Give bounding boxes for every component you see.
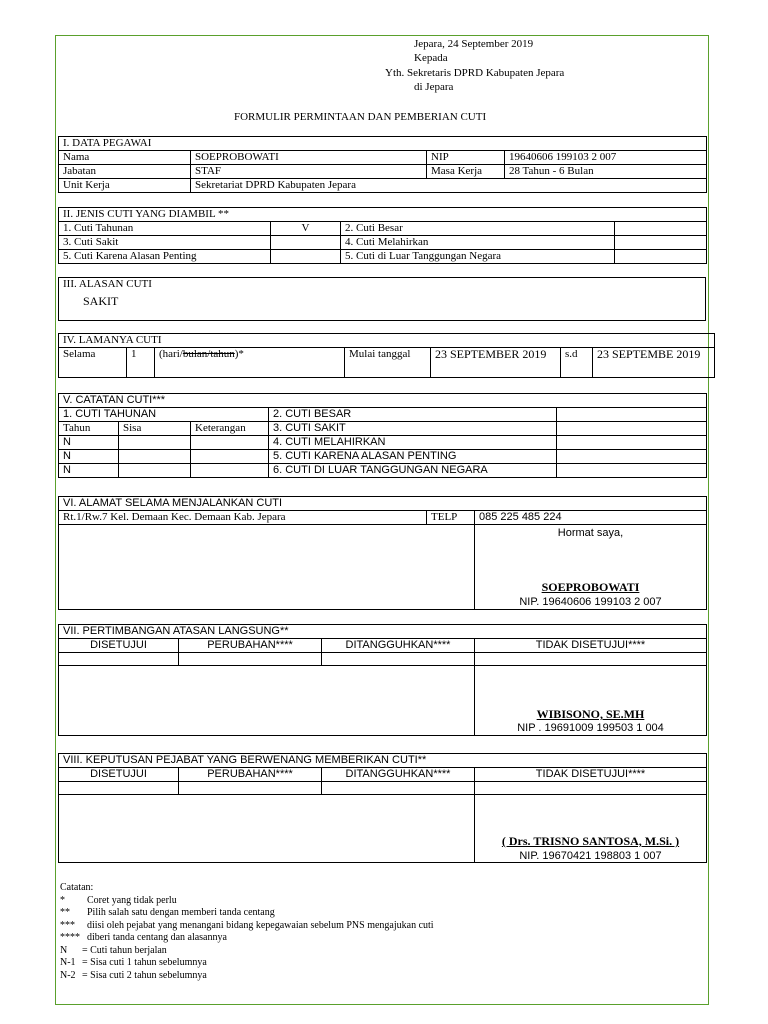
ket-row-3 [191, 464, 269, 478]
sisa-row-1 [119, 436, 191, 450]
leave-type-cuti-melahirkan: 4. Cuti Melahirkan [341, 236, 615, 250]
leave-type-check-cuti-tahunan[interactable]: V [271, 222, 341, 236]
telp-value: 085 225 485 224 [475, 511, 707, 525]
note-line: N = Cuti tahun berjalan [60, 944, 167, 956]
check-disetujui[interactable] [59, 653, 179, 666]
official-blank [59, 795, 475, 863]
unit-close: )* [234, 348, 244, 360]
duration-unit [155, 348, 345, 378]
col-tahun: Tahun [59, 422, 119, 436]
notes-block [60, 882, 434, 982]
note-line: N-1 = Sisa cuti 1 tahun sebelumnya [60, 957, 207, 968]
tahun-row-2: N [59, 450, 119, 464]
notes-title: Catatan: [60, 882, 94, 893]
leave-type-check-cuti-melahirkan[interactable] [615, 236, 707, 250]
official-nip: NIP. 19670421 198803 1 007 [519, 850, 662, 862]
catatan-cuti-alasan-penting-value [557, 450, 707, 464]
supervisor-signature-box [475, 666, 707, 736]
section-3-heading: III. ALASAN CUTI [59, 278, 706, 292]
supervisor-name: WIBISONO, SE.MH [536, 707, 645, 721]
leave-type-check-alasan-penting[interactable] [271, 250, 341, 264]
note-line: *** diisi oleh pejabat yang menangani bidang kepegawaian sebelum PNS mengajukan cuti [60, 919, 434, 931]
unit-open: (hari/ [159, 348, 183, 360]
check-ditangguhkan[interactable] [322, 653, 475, 666]
col-disetujui: DISETUJUI [59, 768, 179, 782]
jabatan-value: STAF [191, 165, 427, 179]
section-jenis-cuti [58, 207, 707, 264]
leave-type-check-luar-tanggungan[interactable] [615, 250, 707, 264]
closing-text: Hormat saya, [557, 527, 624, 539]
check-ditangguhkan[interactable] [322, 782, 475, 795]
unit-struck: bulan/tahun [182, 348, 235, 360]
col-tidak-disetujui: TIDAK DISETUJUI**** [475, 768, 707, 782]
catatan-cuti-sakit: 3. CUTI SAKIT [269, 422, 557, 436]
note-line: ** Pilih salah satu dengan memberi tanda centang [60, 907, 275, 918]
check-disetujui[interactable] [59, 782, 179, 795]
leave-type-check-cuti-sakit[interactable] [271, 236, 341, 250]
section-2-heading: II. JENIS CUTI YANG DIAMBIL ** [59, 208, 707, 222]
tahun-row-1: N [59, 436, 119, 450]
nama-label: Nama [59, 151, 191, 165]
tahun-row-3: N [59, 464, 119, 478]
col-disetujui: DISETUJUI [59, 639, 179, 653]
col-perubahan: PERUBAHAN**** [179, 639, 322, 653]
unit-value: Sekretariat DPRD Kabupaten Jepara [191, 179, 707, 193]
note-line: **** diberi tanda centang dan alasannya [60, 932, 227, 943]
section-pertimbangan-atasan [58, 624, 707, 736]
sisa-row-3 [119, 464, 191, 478]
section-8-heading: VIII. KEPUTUSAN PEJABAT YANG BERWENANG MEMBERIKAN CUTI** [59, 754, 707, 768]
catatan-cuti-luar-tanggungan: 6. CUTI DI LUAR TANGGUNGAN NEGARA [269, 464, 557, 478]
address-value: Rt.1/Rw.7 Kel. Demaan Kec. Demaan Kab. Jepara [59, 511, 427, 525]
catatan-cuti-melahirkan: 4. CUTI MELAHIRKAN [269, 436, 557, 450]
col-ditangguhkan: DITANGGUHKAN**** [322, 768, 475, 782]
applicant-nip: NIP. 19640606 199103 2 007 [519, 596, 662, 608]
to-label: Kepada [414, 52, 448, 64]
sisa-row-2 [119, 450, 191, 464]
section-alamat-cuti [58, 496, 707, 610]
leave-type-alasan-penting: 5. Cuti Karena Alasan Penting [59, 250, 271, 264]
ket-row-1 [191, 436, 269, 450]
col-sisa: Sisa [119, 422, 191, 436]
supervisor-nip: NIP . 19691009 199503 1 004 [517, 722, 664, 734]
place-date: Jepara, 24 September 2019 [414, 38, 534, 50]
nama-value: SOEPROBOWATI [191, 151, 427, 165]
note-line: * Coret yang tidak perlu [60, 894, 177, 906]
selama-label: Selama [59, 348, 127, 378]
masa-kerja-label: Masa Kerja [427, 165, 505, 179]
check-tidak-disetujui[interactable] [475, 653, 707, 666]
col-perubahan: PERUBAHAN**** [179, 768, 322, 782]
address-blank [59, 525, 475, 610]
leave-reason: SAKIT [59, 291, 706, 321]
catatan-cuti-besar-value [557, 408, 707, 422]
col-keterangan: Keterangan [191, 422, 269, 436]
section-1-heading: I. DATA PEGAWAI [59, 137, 707, 151]
nip-value: 19640606 199103 2 007 [505, 151, 707, 165]
catatan-cuti-alasan-penting: 5. CUTI KARENA ALASAN PENTING [269, 450, 557, 464]
section-lamanya-cuti [58, 333, 715, 378]
leave-type-luar-tanggungan: 5. Cuti di Luar Tanggungan Negara [341, 250, 615, 264]
nip-label: NIP [427, 151, 505, 165]
telp-label: TELP [427, 511, 475, 525]
jabatan-label: Jabatan [59, 165, 191, 179]
section-keputusan-pejabat [58, 753, 707, 863]
leave-type-cuti-tahunan: 1. Cuti Tahunan [59, 222, 271, 236]
sd-label: s.d [561, 348, 593, 378]
col-ditangguhkan: DITANGGUHKAN**** [322, 639, 475, 653]
catatan-cuti-sakit-value [557, 422, 707, 436]
form-title: FORMULIR PERMINTAAN DAN PEMBERIAN CUTI [234, 111, 487, 123]
location: di Jepara [414, 81, 454, 93]
applicant-name: SOEPROBOWATI [541, 580, 640, 594]
check-tidak-disetujui[interactable] [475, 782, 707, 795]
masa-kerja-value: 28 Tahun - 6 Bulan [505, 165, 707, 179]
section-4-heading: IV. LAMANYA CUTI [59, 334, 715, 348]
leave-type-check-cuti-besar[interactable] [615, 222, 707, 236]
official-name: ( Drs. TRISNO SANTOSA, M.Si. ) [501, 834, 680, 848]
addressee: Yth. Sekretaris DPRD Kabupaten Jepara [385, 67, 565, 79]
official-signature-box [475, 795, 707, 863]
leave-type-cuti-besar: 2. Cuti Besar [341, 222, 615, 236]
mulai-label: Mulai tanggal [345, 348, 431, 378]
start-date: 23 SEPTEMBER 2019 [431, 348, 561, 378]
check-perubahan[interactable] [179, 782, 322, 795]
section-6-heading: VI. ALAMAT SELAMA MENJALANKAN CUTI [59, 497, 707, 511]
catatan-cuti-tahunan: 1. CUTI TAHUNAN [59, 408, 269, 422]
end-date: 23 SEPTEMBE 2019 [593, 348, 715, 378]
catatan-cuti-luar-tanggungan-value [557, 464, 707, 478]
section-7-heading: VII. PERTIMBANGAN ATASAN LANGSUNG** [59, 625, 707, 639]
section-5-heading: V. CATATAN CUTI*** [59, 394, 707, 408]
catatan-cuti-besar: 2. CUTI BESAR [269, 408, 557, 422]
col-tidak-disetujui: TIDAK DISETUJUI**** [475, 639, 707, 653]
duration-value: 1 [127, 348, 155, 378]
section-data-pegawai [58, 136, 707, 193]
ket-row-2 [191, 450, 269, 464]
check-perubahan[interactable] [179, 653, 322, 666]
section-alasan-cuti [58, 277, 706, 321]
catatan-cuti-melahirkan-value [557, 436, 707, 450]
unit-label: Unit Kerja [59, 179, 191, 193]
applicant-signature-box [475, 525, 707, 610]
note-line: N-2 = Sisa cuti 2 tahun sebelumnya [60, 969, 207, 981]
supervisor-blank [59, 666, 475, 736]
section-catatan-cuti [58, 393, 707, 478]
leave-type-cuti-sakit: 3. Cuti Sakit [59, 236, 271, 250]
